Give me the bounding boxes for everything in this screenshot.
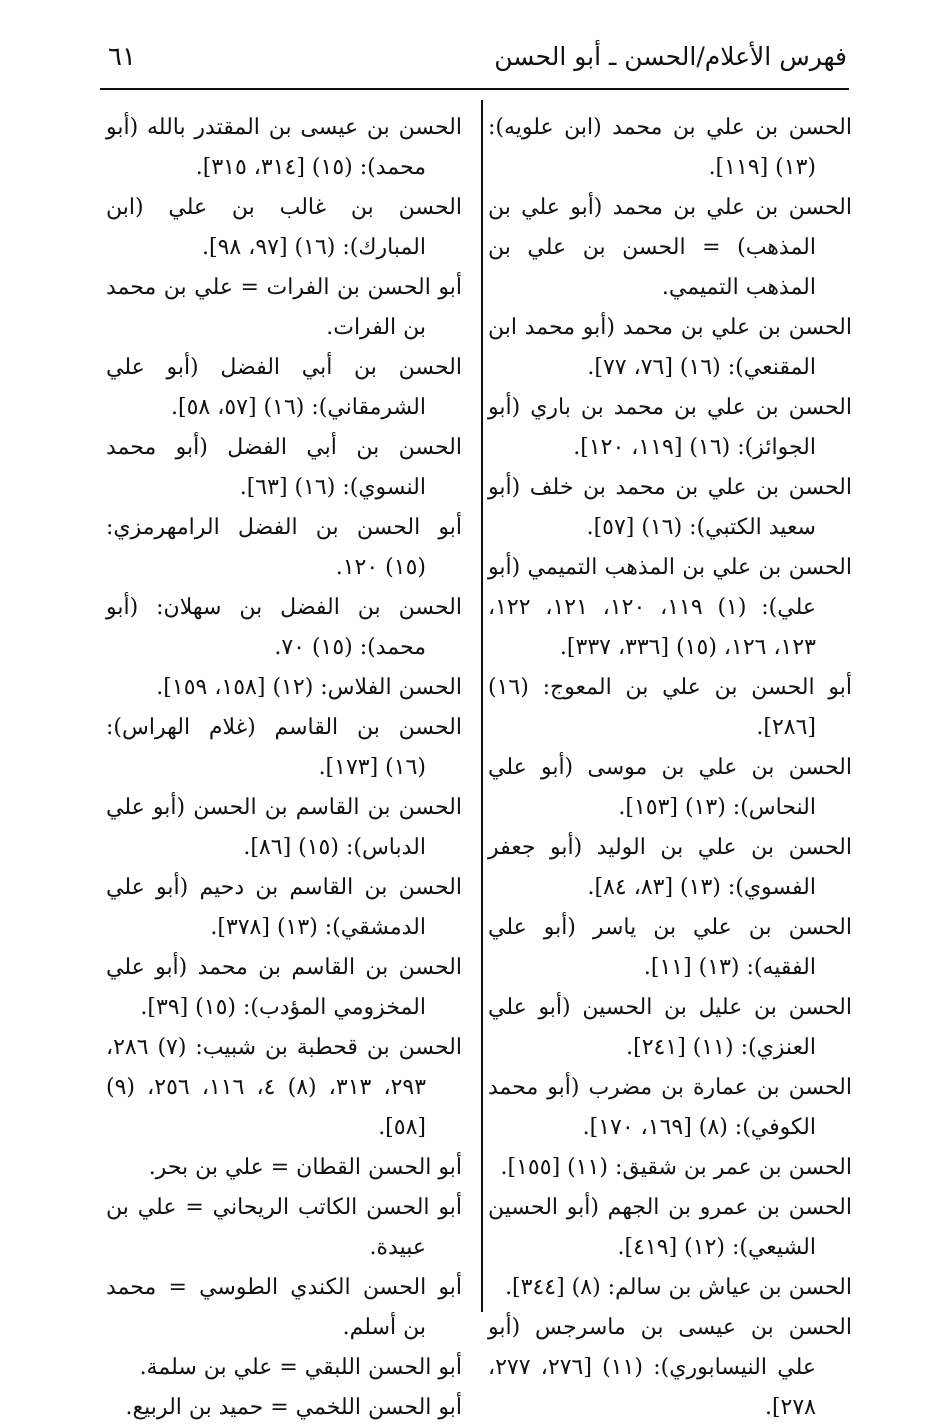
- index-entry: الحسن بن عيسى بن ماسرجس (أبو علي النيسابوري): (١١) [٢٧٦، ٢٧٧، ٢٧٨].: [488, 1315, 852, 1420]
- index-entry: الحسن بن قحطبة بن شبيب: (٧) ٢٨٦، ٢٩٣، ٣١٣، (٨) ٤، ١١٦، ٢٥٦، (٩) [٥٨].: [106, 1035, 462, 1140]
- index-entry: أبو الحسن الكندي الطوسي = محمد بن أسلم.: [106, 1275, 462, 1340]
- index-entry: الحسن الفلاس: (١٢) [١٥٨، ١٥٩].: [156, 675, 462, 700]
- index-entry: الحسن بن الفضل بن سهلان: (أبو محمد): (١٥) ٧٠.: [106, 595, 462, 660]
- index-entry: الحسن بن علي بن محمد (ابن علويه): (١٣) [١١٩].: [488, 115, 852, 180]
- index-entry: الحسن بن القاسم بن الحسن (أبو علي الدباس): (١٥) [٨٦].: [106, 795, 462, 860]
- index-entry: أبو الحسن بن الفضل الرامهرمزي: (١٥) ١٢٠.: [106, 515, 462, 580]
- index-entry: الحسن بن علي بن محمد (أبو علي بن المذهب) = الحسن بن علي بن المذهب التميمي.: [488, 195, 852, 300]
- index-entry: الحسن بن عليل بن الحسين (أبو علي العنزي): (١١) [٢٤١].: [488, 995, 852, 1060]
- index-entry: أبو الحسن اللبقي = علي بن سلمة.: [139, 1355, 462, 1380]
- index-entry: أبو الحسن الكاتب الريحاني = علي بن عبيدة.: [106, 1195, 462, 1260]
- running-header: فهرس الأعلام/الحسن ـ أبو الحسن: [494, 42, 847, 71]
- index-entry: أبو الحسن بن الفرات = علي بن محمد بن الفرات.: [106, 275, 462, 340]
- index-entry: الحسن بن غالب بن علي (ابن المبارك): (١٦) [٩٧، ٩٨].: [106, 195, 462, 260]
- index-column-left: [106, 108, 462, 1428]
- index-entry: أبو الحسن القطان = علي بن بحر.: [148, 1155, 462, 1180]
- index-entry: الحسن بن عمرو بن الجهم (أبو الحسين الشيعي): (١٢) [٤١٩].: [488, 1195, 852, 1260]
- index-entry: الحسن بن عيسى بن المقتدر بالله (أبو محمد): (١٥) [٣١٤، ٣١٥].: [106, 115, 462, 180]
- index-entry: الحسن بن القاسم بن محمد (أبو علي المخزومي المؤدب): (١٥) [٣٩].: [106, 955, 462, 1020]
- index-entry: الحسن بن عمارة بن مضرب (أبو محمد الكوفي): (٨) [١٦٩، ١٧٠].: [488, 1075, 852, 1140]
- index-entry: الحسن بن علي بن موسى (أبو علي النحاس): (١٣) [١٥٣].: [488, 755, 852, 820]
- index-entry: الحسن بن أبي الفضل (أبو علي الشرمقاني): (١٦) [٥٧، ٥٨].: [106, 355, 462, 420]
- index-column-right: [488, 108, 852, 1428]
- index-entry: الحسن بن علي بن محمد بن باري (أبو الجوائز): (١٦) [١١٩، ١٢٠].: [488, 395, 852, 460]
- header-rule: [100, 88, 849, 90]
- index-entry: أبو الحسن بن علي بن المعوج: (١٦) [٢٨٦].: [488, 675, 852, 740]
- column-divider: [481, 100, 483, 1312]
- index-entry: الحسن بن القاسم (غلام الهراس): (١٦) [١٧٣].: [106, 715, 462, 780]
- index-entry: الحسن بن علي بن ياسر (أبو علي الفقيه): (١٣) [١١].: [488, 915, 852, 980]
- index-entry: الحسن بن أبي الفضل (أبو محمد النسوي): (١٦) [٦٣].: [106, 435, 462, 500]
- index-entry: الحسن بن علي بن المذهب التميمي (أبو علي): (١) ١١٩، ١٢٠، ١٢١، ١٢٢، ١٢٣، ١٢٦، (١٥) [٣٣٦، ٣٣٧].: [488, 555, 852, 660]
- index-entry: الحسن بن القاسم بن دحيم (أبو علي الدمشقي): (١٣) [٣٧٨].: [106, 875, 462, 940]
- index-entry: الحسن بن علي بن محمد (أبو محمد ابن المقنعي): (١٦) [٧٦، ٧٧].: [488, 315, 852, 380]
- index-entry: الحسن بن علي بن محمد بن خلف (أبو سعيد الكتبي): (١٦) [٥٧].: [488, 475, 852, 540]
- index-entry: الحسن بن عمر بن شقيق: (١١) [١٥٥].: [500, 1155, 852, 1180]
- index-entry: أبو الحسن اللخمي = حميد بن الربيع.: [125, 1395, 462, 1420]
- index-entry: الحسن بن عياش بن سالم: (٨) [٣٤٤].: [505, 1275, 852, 1300]
- page-number: ٦١: [108, 42, 136, 72]
- index-entry: الحسن بن علي بن الوليد (أبو جعفر الفسوي): (١٣) [٨٣، ٨٤].: [488, 835, 852, 900]
